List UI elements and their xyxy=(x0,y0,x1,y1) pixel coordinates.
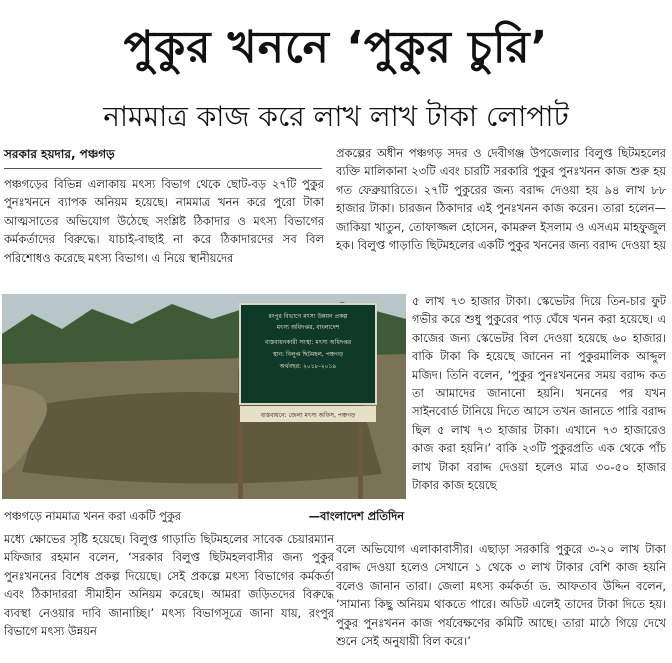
signboard-line-2: মৎস্য অধিদপ্তর, বাংলাদেশ xyxy=(276,324,340,331)
signboard-line-1: রংপুর বিভাগে মৎস্য উন্নয়ন প্রকল্প xyxy=(268,313,348,320)
article-body-right-top: প্রকল্পের অধীন পঞ্চগড় সদর ও দেবীগঞ্জ উপজেলার বিলুপ্ত ছিটমহলের ব্যক্তি মালিকানা ২৩টি এবং চারটি সরকারি পুকুর পুনঃখনন কাজ শুরু হয় গত ফেব্রুয়ারিতে। ২৭টি পুকুরের জন্য বরাদ্দ দেওয়া হয় ৯৪ লাখ ৮৮ হাজার টাকা। চারজন ঠিকাদার এই পুনঃখনন কাজ করেন। তারা হলেন— জাকিয়া খাতুন, তোফাজ্জল হোসেন, কামরুল ইসলাম ও এসএম মাহফুজুল হক। বিলুপ্ত গাড়াতি ছিটমহলের একটি পুকুর খননের জন্য বরাদ্দ দেওয়া হয় xyxy=(336,146,666,253)
signboard-line-3: বাস্তবায়নকারী সংস্থা: মৎস্য অধিদপ্তর xyxy=(264,339,352,346)
subheadline: নামমাত্র কাজ করে লাখ লাখ টাকা লোপাট xyxy=(103,100,569,133)
article-body-right-middle: ৫ লাখ ৭৩ হাজার টাকা। স্কেভেটর দিয়ে তিন-চার ফুট গভীর করে শুধু পুকুরের পাড় ঘেঁষে খনন করা হয়েছে। এ কাজের জন্য স্কেভেটর বিল দেওয়া হয়েছে ৬০ হাজার। বাকি টাকা কি হয়েছে জানেন না পুকুরমালিক আব্দুল মজিদ। তিনি বলেন, ‘পুকুর পুনঃখননের সময় বরাদ্দ কত তা আমাদের জানানো হয়নি। খননের পর যখন সাইনবোর্ড টানিয়ে দিতে আসে তখন জানতে পারি বরাদ্দ ছিল ৫ লাখ ৭৩ হাজার টাকা। এখানে ৭৩ হাজারেও কাজ করা হয়নি।’ বাকি ২৩টি পুকুরপ্রতি এক থেকে পাঁচ লাখ টাকা বরাদ্দ দেওয়া হলেও মাত্র ৩০-৫০ হাজার টাকার কাজ হয়েছে xyxy=(412,294,666,493)
signboard-line-5: অর্থবছর: ২০১৮-২০১৯ xyxy=(279,363,337,370)
news-photo xyxy=(2,294,406,499)
article-body-bottom-right: বলে অভিযোগ এলাকাবাসীর। এছাড়া সরকারি পুকুরে ৩-২০ লাখ টাকা বরাদ্দ দেওয়া হলেও সেখানে ১ থেকে ৩ লাখ টাকার বেশি কাজ হয়নি বলেও জানান তারা। জেলা মৎস্য কর্মকর্তা ড. আফতাব উদ্দিন বলেন, ‘সামান্য কিছু অনিয়ম থাকতে পারে। অডিট এলেই তাদের টাকা দিতে হয়। পুকুর পুনঃখনন কাজ পর্যবেক্ষণের কমিটি আছে। তারা মাঠে গিয়ে দেখে শুনে সেই অনুযায়ী বিল করে।’ xyxy=(336,542,666,649)
byline-divider xyxy=(4,168,322,169)
photo-credit: —বাংলাদেশ প্রতিদিন xyxy=(308,509,404,523)
headline: পুকুর খননে ‘পুকুর চুরি’ xyxy=(123,22,549,73)
signboard-footer: বাস্তবায়নে: জেলা মৎস্য অফিস, পঞ্চগড় xyxy=(260,412,356,419)
photo-caption xyxy=(4,508,404,527)
photo-pond-bed xyxy=(22,392,382,484)
byline: সরকার হয়দার, পঞ্চগড় xyxy=(4,147,115,161)
article-body-left-top: পঞ্চগড়ের বিভিন্ন এলাকায় মৎস্য বিভাগ থেকে ছোট-বড় ২৭টি পুকুর পুনঃখননে ব্যাপক অনিয়ম হয়েছে। নামমাত্র খনন করে পুরো টাকা আত্মসাতের অভিযোগ উঠেছে সংশ্লিষ্ট ঠিকাদার ও মৎস্য বিভাগের কর্মকর্তাদের বিরুদ্ধে। যাচাই-বাছাই না করে ঠিকাদারদের সব বিল পরিশোধও করেছে মৎস্য বিভাগ। এ নিয়ে স্থানীয়দের xyxy=(4,177,324,265)
caption-text: পঞ্চগড়ে নামমাত্র খনন করা একটি পুকুর xyxy=(4,509,182,523)
signboard-line-4: স্থান: বিলুপ্ত ছিটমহল, পঞ্চগড় xyxy=(272,351,344,358)
article-body-bottom-left: মধ্যে ক্ষোভের সৃষ্টি হয়েছে। বিলুপ্ত গাড়াতি ছিটমহলের সাবেক চেয়ারম্যান মফিজার রহমান বলেন, ‘সরকার বিলুপ্ত ছিটমহলবাসীর জন্য পুকুর পুনঃখননের বিশেষ প্রকল্প দিয়েছে। সেই প্রকল্পে মৎস্য বিভাগের কর্মকর্তা এবং ঠিকাদাররা সীমাহীন অনিয়ম করেছে। আমরা জড়িতদের বিরুদ্ধে ব্যবস্থা নেওয়ার দাবি জানাচ্ছি।’ মৎস্য বিভাগসূত্রে জানা যায়, রংপুর বিভাগে মৎস্য উন্নয়ন xyxy=(4,532,334,639)
